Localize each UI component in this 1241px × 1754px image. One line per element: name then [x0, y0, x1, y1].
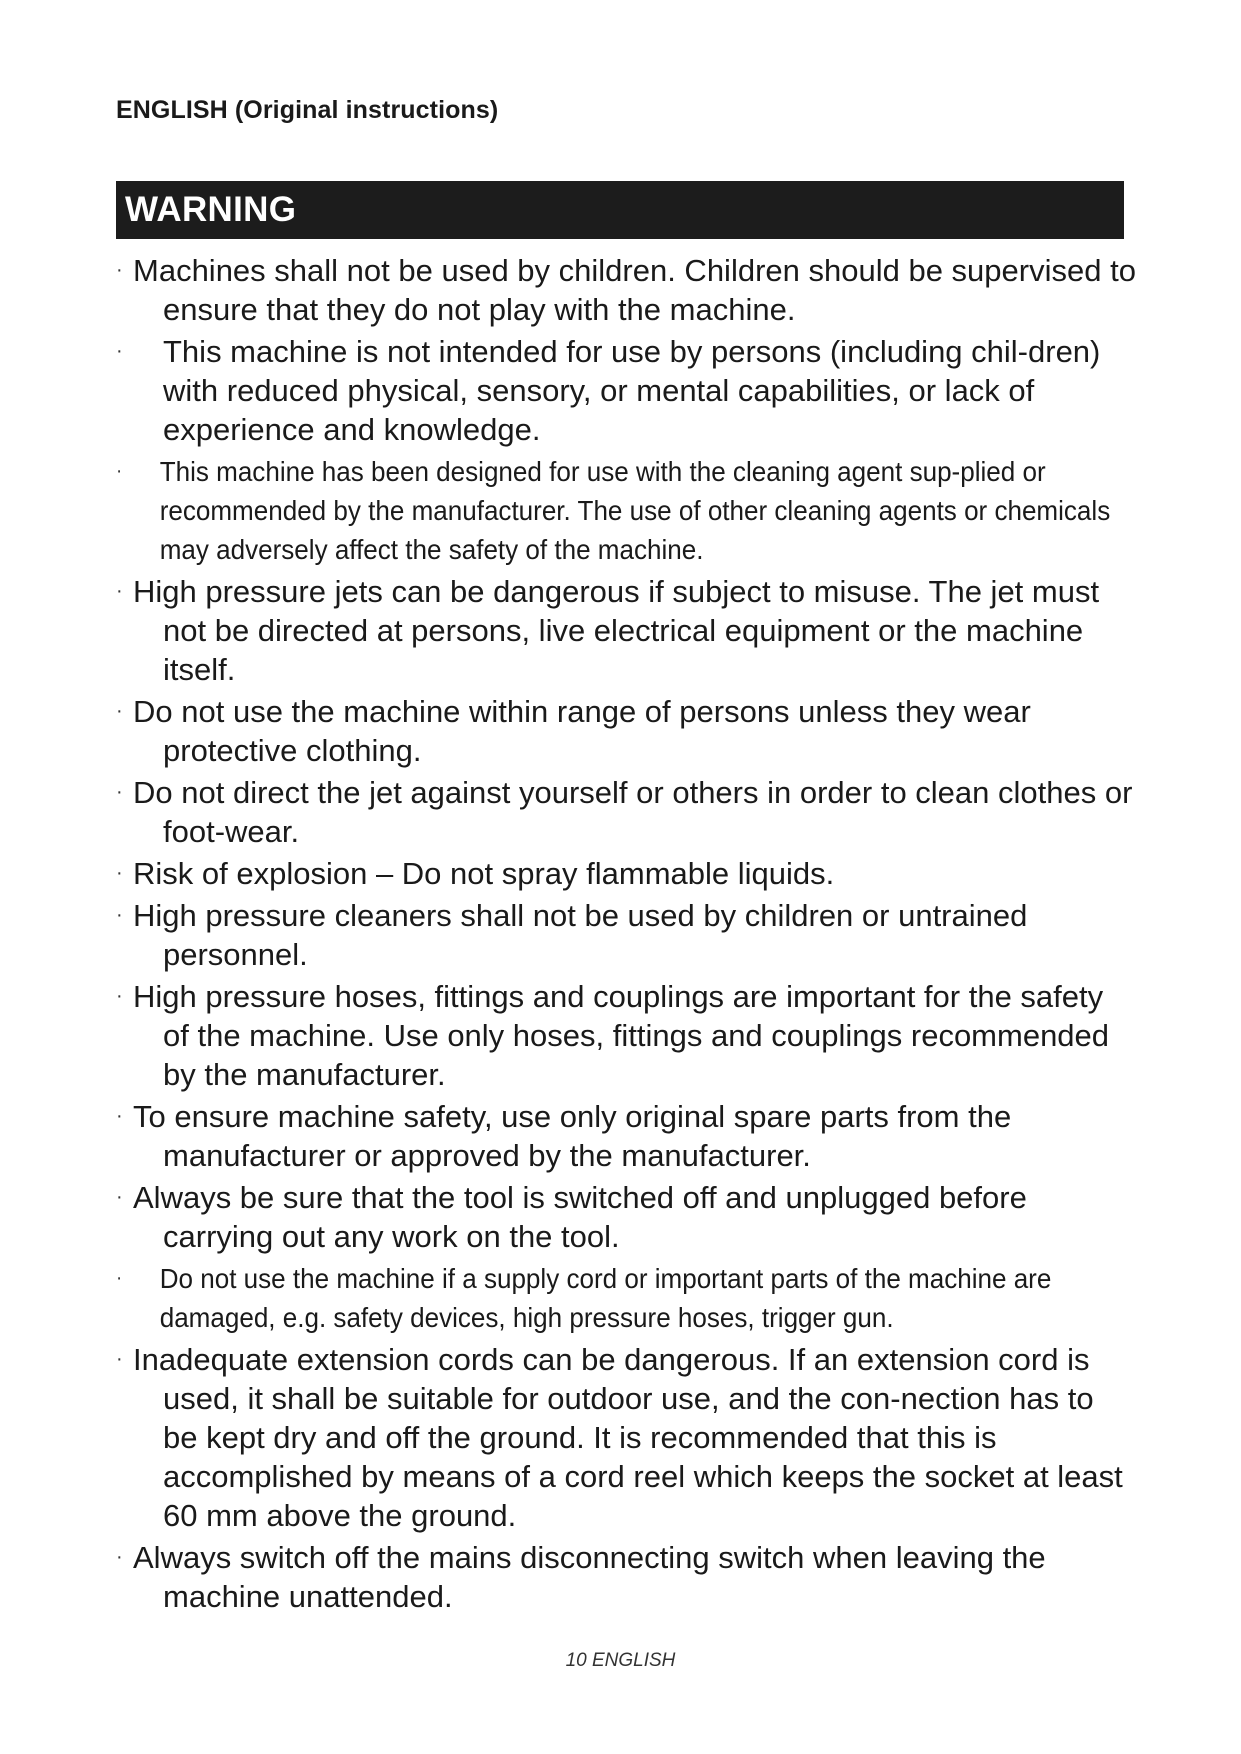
bullet-icon: · [116, 1267, 123, 1289]
bullet-icon: · [116, 985, 123, 1007]
warning-item [116, 1340, 1136, 1535]
document-language-header: ENGLISH (Original instructions) [116, 96, 499, 124]
warning-item-text: This machine has been designed for use with the cleaning agent sup-plied or recommended by the manufacturer. The use of other cleaning agents or chemicals may adversely affect the safety of the machine. [159, 456, 1111, 565]
warning-item-text: This machine is not intended for use by persons (including chil-dren) with reduced physical, sensory, or mental capabilities, or lack of experience and knowledge. [163, 334, 1101, 447]
warning-item [116, 452, 1116, 569]
warning-item-text: Risk of explosion – Do not spray flammable liquids. [133, 856, 835, 891]
warning-item-text: Machines shall not be used by children. Children should be supervised to ensure that they do not play with the machine. [133, 253, 1136, 327]
bullet-icon: · [116, 580, 123, 602]
bullet-icon: · [116, 259, 123, 281]
bullet-icon: · [116, 1186, 123, 1208]
bullet-icon: · [116, 700, 123, 722]
warning-item [116, 977, 1136, 1094]
warning-item-text: High pressure cleaners shall not be used by children or untrained personnel. [133, 898, 1028, 972]
warning-banner [116, 181, 1124, 239]
bullet-icon: · [116, 460, 123, 482]
warning-item-text: Inadequate extension cords can be dangerous. If an extension cord is used, it shall be suitable for outdoor use, and the con-nection has to be kept dry and off the ground. It is recommended that this is accomplished by means of a cord reel which keeps the socket at least 60 mm above the ground. [133, 1342, 1123, 1533]
warning-item [116, 773, 1136, 851]
warning-item-text: Always be sure that the tool is switched off and unplugged before carrying out any work on the tool. [133, 1180, 1027, 1254]
warning-item [116, 572, 1136, 689]
warning-heading: WARNING [125, 190, 297, 229]
warning-item [116, 692, 1136, 770]
bullet-icon: · [116, 1546, 123, 1568]
warning-item [116, 251, 1136, 329]
warning-list [116, 251, 1136, 1616]
bullet-icon: · [116, 862, 123, 884]
warning-item [116, 1178, 1136, 1256]
warning-item-text: High pressure jets can be dangerous if subject to misuse. The jet must not be directed at persons, live electrical equipment or the machine itself. [133, 574, 1100, 687]
warning-item-text: To ensure machine safety, use only original spare parts from the manufacturer or approved by the manufacturer. [133, 1099, 1012, 1173]
warning-item [116, 854, 1136, 893]
warning-item [116, 332, 1136, 449]
warning-item-text: Do not use the machine if a supply cord or important parts of the machine are damaged, e.g. safety devices, high pressure hoses, trigger gun. [159, 1263, 1052, 1333]
warning-item-text: Always switch off the mains disconnecting switch when leaving the machine unattended. [133, 1540, 1046, 1614]
bullet-icon: · [116, 781, 123, 803]
warning-item-text: High pressure hoses, fittings and couplings are important for the safety of the machine. Use only hoses, fittings and couplings recommended by the manufacturer. [133, 979, 1110, 1092]
page-number-footer: 10 ENGLISH [565, 1650, 676, 1671]
warning-item-text: Do not direct the jet against yourself or others in order to clean clothes or foot-wear. [133, 775, 1133, 849]
warning-item [116, 896, 1136, 974]
bullet-icon: · [116, 340, 123, 362]
warning-item [116, 1538, 1136, 1616]
warning-item [116, 1097, 1136, 1175]
bullet-icon: · [116, 1348, 123, 1370]
bullet-icon: · [116, 904, 123, 926]
warning-item [116, 1259, 1116, 1337]
warning-item-text: Do not use the machine within range of persons unless they wear protective clothing. [133, 694, 1031, 768]
bullet-icon: · [116, 1105, 123, 1127]
